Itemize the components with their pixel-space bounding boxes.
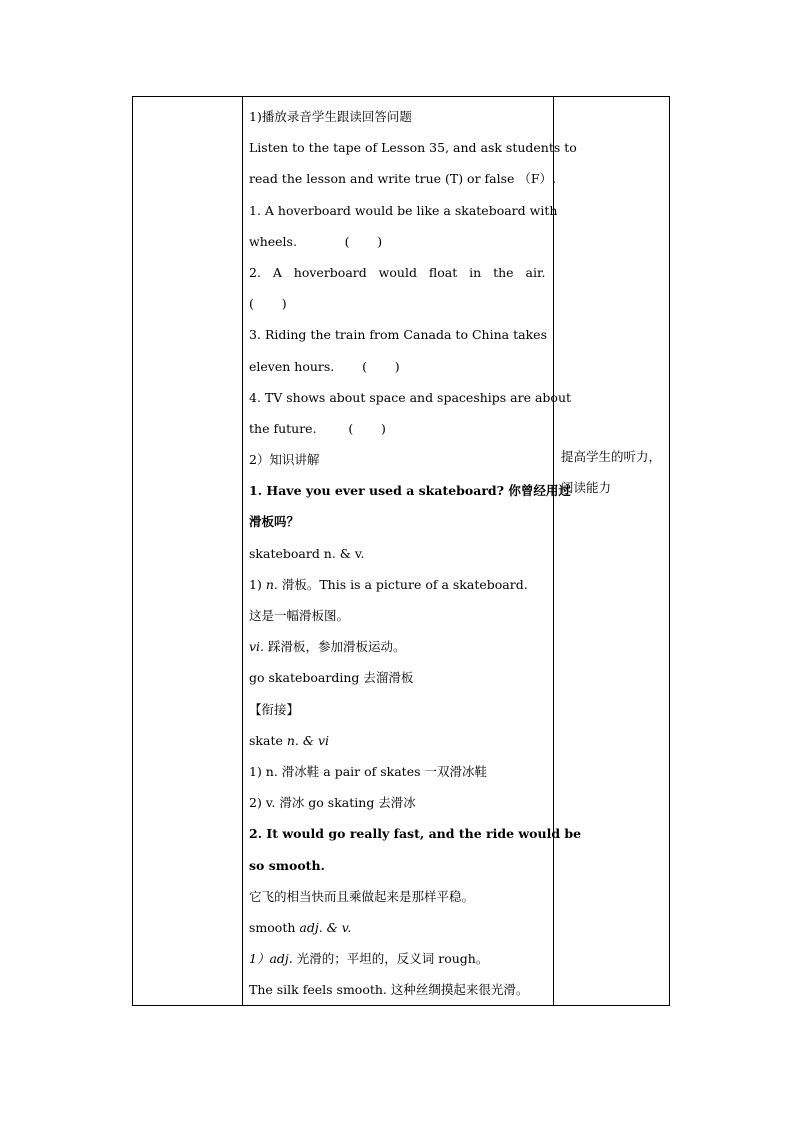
pos-label: vi. [249,639,265,655]
text-span: 踩滑板，参加滑板运动。 [264,639,406,655]
question-3: 3. Riding the train from Canada to China takes [249,327,547,343]
section-label-link: 【衔接】 [249,701,300,717]
text-span: 1) [249,576,266,592]
vocab-entry: skateboard n. & v. [249,545,365,561]
vocab-definition [249,569,547,600]
pos-label: adj. & v. [299,919,352,935]
translation-line: 这是一幅滑板图。 [249,608,350,623]
question-4-blank: the future. ( ) [249,420,386,436]
vocab-entry [249,725,547,756]
vocab-definition: 2) v. 滑冰 go skating 去滑冰 [249,795,416,811]
pos-label: n. [265,576,278,592]
question-1: 1. A hoverboard would be like a skateboard with [249,202,558,218]
vocab-entry [249,912,547,943]
text-span: 1） [249,951,270,967]
translation-line: 它飞的相当快而且乘做起来是那样平稳。 [249,888,475,904]
vocab-definition: 1) n. 滑冰鞋 a pair of skates 一双滑冰鞋 [249,763,487,779]
purpose-cell [554,97,670,1006]
text-span: 滑板。This is a picture of a skateboard. [277,576,528,592]
example-sentence: The silk feels smooth. 这种丝绸摸起来很光滑。 [249,982,529,998]
question-1-blank: wheels. ( ) [249,233,383,249]
table-row [133,97,670,1006]
step-heading-knowledge: 2）知识讲解 [249,452,320,468]
question-2-blank: ( ) [249,296,287,312]
key-sentence-1-cont: 滑板吗？ [249,514,300,530]
instruction-line: read the lesson and write true (T) or false （F）. [249,171,557,187]
instruction-line: Listen to the tape of Lesson 35, and ask students to [249,140,577,156]
question-3-blank: eleven hours. ( ) [249,358,400,374]
purpose-line: 提高学生的听力， [561,449,662,464]
purpose-line: 阅读能力 [561,480,612,496]
pos-label: adj. [269,951,293,967]
step-heading-listening: 1)播放录音学生跟读回答问题 [249,109,412,124]
text-span: skate [249,732,287,748]
key-sentence-2: 2. It would go really fast, and the ride would be [249,826,582,842]
key-sentence-2-cont: so smooth. [249,857,325,873]
purpose-text [554,441,669,503]
phrase-line: go skateboarding 去溜滑板 [249,670,414,686]
text-span: 光滑的；平坦的，反义词 rough。 [292,951,489,967]
left-cell [133,97,243,1006]
question-2: 2. A hoverboard would float in the air. [249,264,546,280]
teaching-content-cell [243,97,582,1006]
vocab-definition [249,943,547,974]
vocab-definition [249,631,547,662]
lesson-plan-table [132,96,670,1006]
key-sentence-1: 1. Have you ever used a skateboard? 你曾经用过 [249,483,571,499]
pos-label: n. & vi [286,732,330,748]
text-span: smooth [249,919,300,935]
question-4: 4. TV shows about space and spaceships are about [249,389,572,405]
